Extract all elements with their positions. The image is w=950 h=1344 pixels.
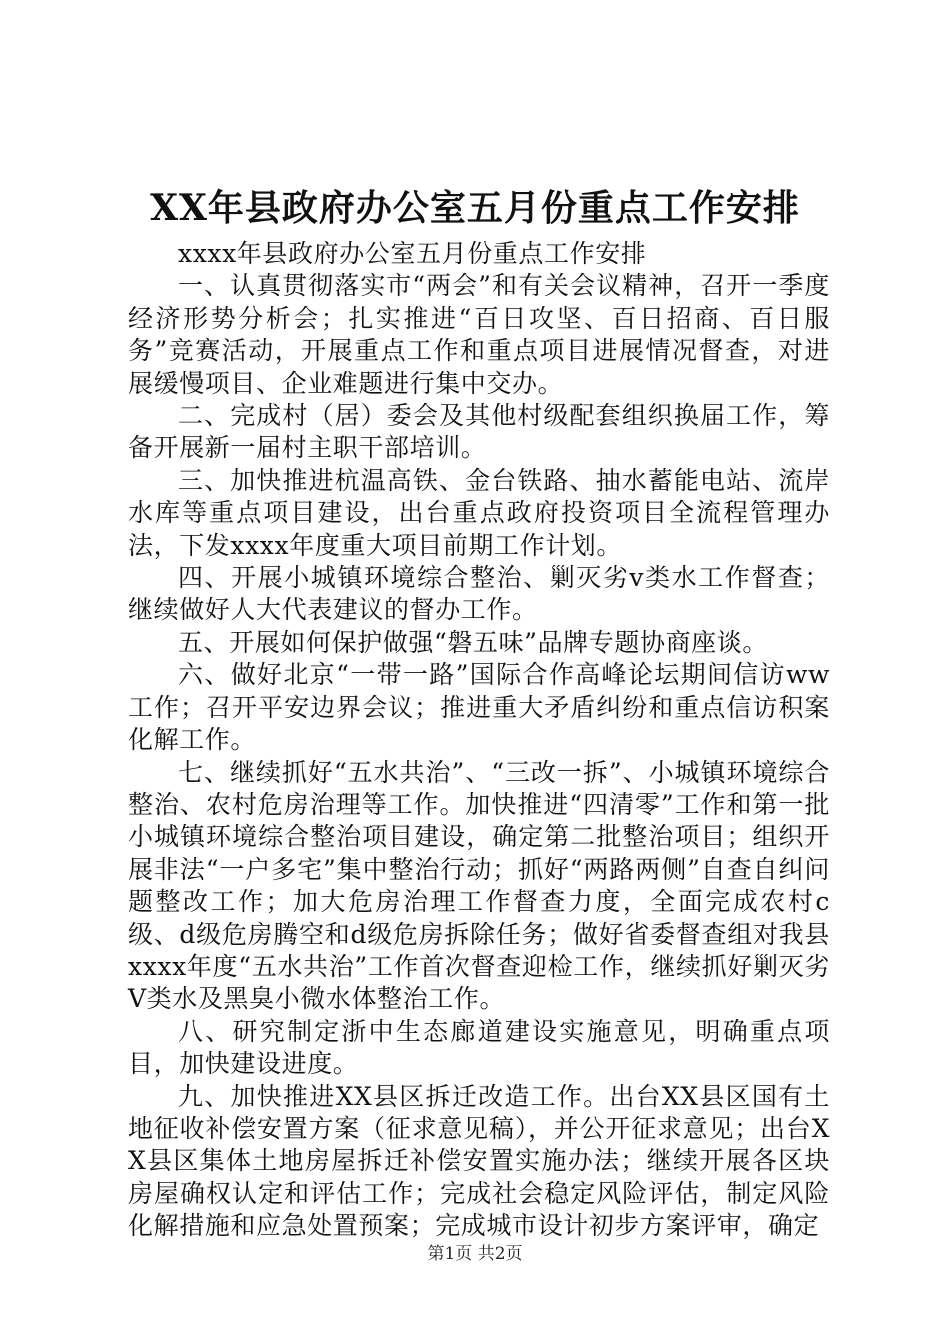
document-body	[128, 238, 830, 1243]
document-title: XX年县政府办公室五月份重点工作安排	[150, 187, 800, 229]
paragraph-item-8: 八、研究制定浙中生态廊道建设实施意见，明确重点项目，加快建设进度。	[128, 1016, 830, 1079]
paragraph-item-4: 四、开展小城镇环境综合整治、剿灭劣v类水工作督查；继续做好人大代表建议的督办工作。	[128, 563, 830, 625]
paragraph-item-6: 六、做好北京“一带一路”国际合作高峰论坛期间信访ww工作；召开平安边界会议；推进重大矛盾纠纷和重点信访积案化解工作。	[128, 660, 830, 755]
paragraph-item-3: 三、加快推进杭温高铁、金台铁路、抽水蓄能电站、流岸水库等重点项目建设，出台重点政府投资项目全流程管理办法，下发xxxx年度重大项目前期工作计划。	[128, 465, 830, 560]
paragraph-item-5: 五、开展如何保护做强“磐五味”品牌专题协商座谈。	[178, 627, 768, 657]
paragraph-item-2: 二、完成村（居）委会及其他村级配套组织换届工作，筹备开展新一届村主职干部培训。	[128, 401, 830, 463]
paragraph-item-7: 七、继续抓好“五水共治”、“三改一拆”、小城镇环境综合整治、农村危房治理等工作。加快推进“四清零”工作和第一批小城镇环境综合整治项目建设，确定第二批整治项目；组织开展非法“一户多宅”集中整治行动；抓好“两路两侧”自查自纠问题整改工作；加大危房治理工作督查力度，全面完成农村c级、d级危房腾空和d级危房拆除任务；做好省委督查组对我县xxxx年度“五水共治”工作首次督查迎检工作，继续抓好剿灭劣Ⅴ类水及黑臭小微水体整治工作。	[128, 757, 830, 1014]
page-footer: 第1页 共2页	[427, 1244, 523, 1264]
paragraph-item-9: 九、加快推进XX县区拆迁改造工作。出台XX县区国有土地征收补偿安置方案（征求意见稿），并公开征求意见；出台XX县区集体土地房屋拆迁补偿安置实施办法；继续开展各区块房屋确权认定和评估工作；完成社会稳定风险评估，制定风险化解措施和应急处置预案；完成城市设计初步方案评审，确定	[128, 1081, 830, 1241]
paragraph-subtitle: xxxx年县政府办公室五月份重点工作安排	[178, 239, 647, 268]
paragraph-item-1: 一、认真贯彻落实市“两会”和有关会议精神，召开一季度经济形势分析会；扎实推进“百日攻坚、百日招商、百日服务”竞赛活动，开展重点工作和重点项目进展情况督查，对进展缓慢项目、企业难题进行集中交办。	[128, 271, 830, 398]
